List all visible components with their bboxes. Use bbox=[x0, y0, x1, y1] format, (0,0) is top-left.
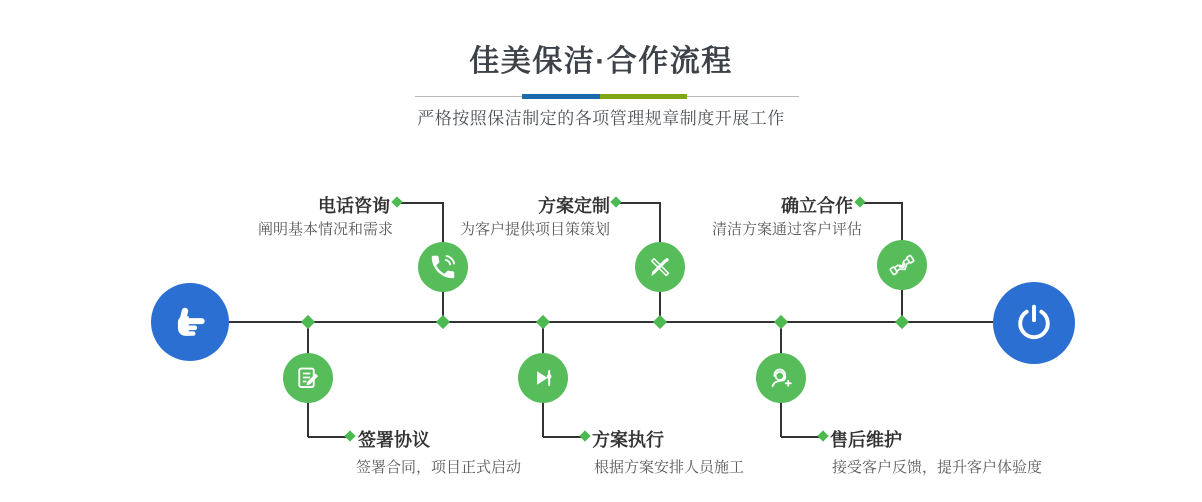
step-subtitle: 阐明基本情况和需求 bbox=[258, 221, 394, 238]
divider-blue-segment bbox=[522, 94, 600, 99]
step-icon-circle bbox=[418, 242, 468, 292]
play-execute-icon bbox=[528, 363, 558, 393]
connector-line bbox=[397, 202, 443, 204]
step-icon-circle bbox=[518, 353, 568, 403]
timeline-start-circle bbox=[151, 283, 229, 361]
timeline-node-diamond bbox=[895, 315, 909, 329]
label-diamond bbox=[391, 196, 402, 207]
design-pencils-icon bbox=[645, 252, 675, 282]
timeline-node-diamond bbox=[653, 315, 667, 329]
timeline-node-diamond bbox=[436, 315, 450, 329]
step-subtitle: 根据方案安排人员施工 bbox=[594, 459, 745, 476]
connector-line bbox=[860, 202, 902, 204]
step-icon-circle bbox=[756, 353, 806, 403]
step-subtitle: 清洁方案通过客户评估 bbox=[712, 221, 863, 238]
label-diamond bbox=[854, 196, 865, 207]
step-title: 方案定制 bbox=[538, 196, 610, 216]
label-diamond bbox=[579, 430, 590, 441]
step-icon-circle bbox=[283, 353, 333, 403]
document-pen-icon bbox=[293, 363, 323, 393]
step-title: 电话咨询 bbox=[318, 196, 390, 216]
handshake-icon bbox=[887, 250, 917, 280]
timeline-end-circle bbox=[993, 282, 1075, 364]
divider-green-segment bbox=[600, 94, 687, 99]
power-icon bbox=[1011, 300, 1057, 346]
phone-call-icon bbox=[428, 252, 458, 282]
headset-service-icon bbox=[766, 363, 796, 393]
step-title: 签署协议 bbox=[358, 430, 430, 450]
connector-line bbox=[616, 202, 660, 204]
step-title: 确立合作 bbox=[781, 196, 853, 216]
step-title: 方案执行 bbox=[592, 430, 664, 450]
step-subtitle: 接受客户反馈，提升客户体验度 bbox=[832, 459, 1043, 476]
timeline-node-diamond bbox=[774, 315, 788, 329]
page-title: 佳美保洁·合作流程 bbox=[469, 45, 733, 78]
step-title: 售后维护 bbox=[830, 430, 902, 450]
page-subtitle: 严格按照保洁制定的各项管理规章制度开展工作 bbox=[417, 109, 785, 128]
label-diamond bbox=[344, 430, 355, 441]
timeline-node-diamond bbox=[301, 315, 315, 329]
step-icon-circle bbox=[635, 242, 685, 292]
label-diamond bbox=[610, 196, 621, 207]
timeline-node-diamond bbox=[536, 315, 550, 329]
step-icon-circle bbox=[877, 240, 927, 290]
main-timeline-line bbox=[229, 321, 994, 323]
step-subtitle: 为客户提供项目策策划 bbox=[460, 221, 611, 238]
pointing-hand-icon bbox=[167, 299, 213, 345]
step-subtitle: 签署合同，项目正式启动 bbox=[356, 459, 522, 476]
title-divider bbox=[415, 94, 799, 99]
label-diamond bbox=[817, 430, 828, 441]
